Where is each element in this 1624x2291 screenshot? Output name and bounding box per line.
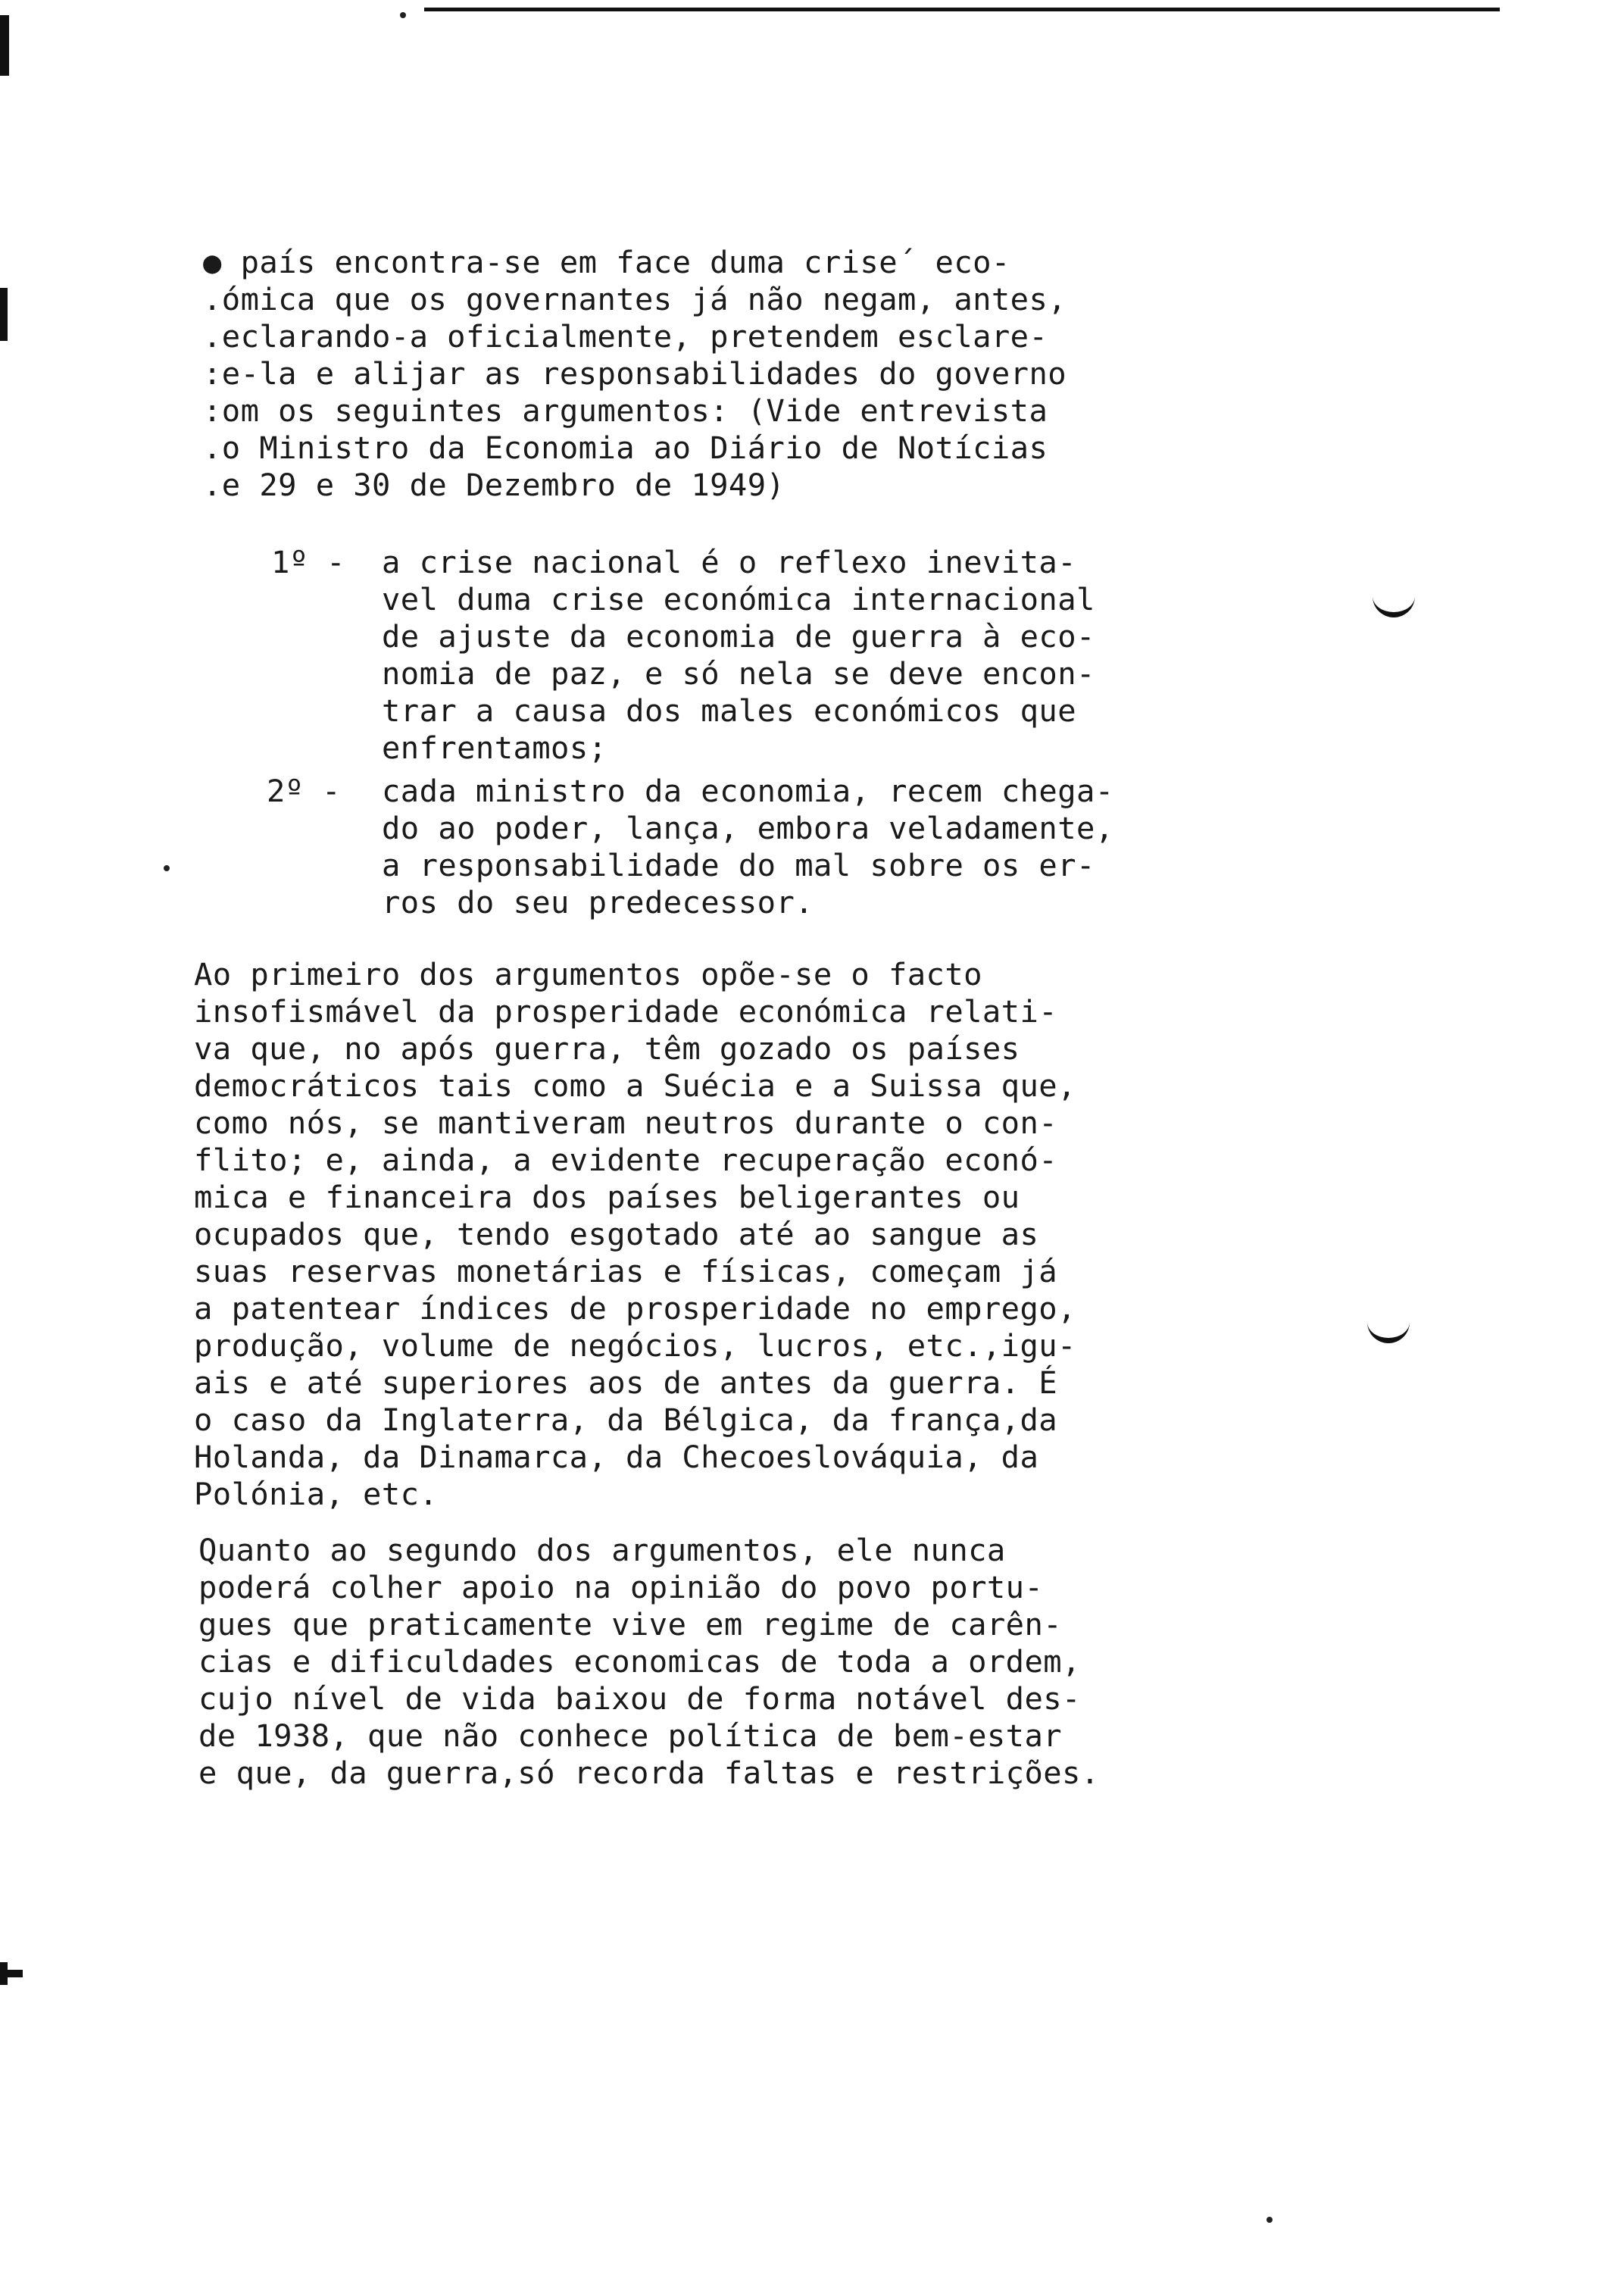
argument-1-text: a crise nacional é o reflexo inevita- vel duma crise económica internacional de ajuste da economia de guerra à eco- nomia de paz, e só nela se deve encon- trar a causa dos males económicos que enfrentamos; (382, 544, 1095, 766)
argument-1-number: 1º - (271, 544, 345, 580)
argument-2-number: 2º - (267, 773, 341, 809)
rebuttal-first-paragraph: Ao primeiro dos argumentos opõe-se o facto insofismável da prosperidade económica relati- va que, no após guerra, têm gozado os países democráticos tais como a Suécia e a Suissa que, como nós, se mantiveram neutros durante o con- flito; e, ainda, a evidente recuperação econó- mica e financeira dos países beligerantes ou ocupados que, tendo esgotado até ao sangue as suas reservas monetárias e físicas, começam já a patentear índices de prosperidade no emprego, produção, volume de negócios, lucros, etc.,igu- ais e até superiores aos de antes da guerra. É o caso da Inglaterra, da Bélgica, da frança,da Holanda, da Dinamarca, da Checoeslováquia, da Polónia, etc. (194, 956, 1076, 1512)
rebuttal-second-paragraph: Quanto ao segundo dos argumentos, ele nunca poderá colher apoio na opinião do povo portu- gues que praticamente vive em regime de carên- cias e dificuldades economicas de toda a ordem, cujo nível de vida baixou de forma notável des- de 1938, que não conhece política de bem-estar e que, da guerra,só recorda faltas e restrições. (198, 1532, 1100, 1791)
scan-curve-mark (1373, 591, 1415, 617)
scan-speck (400, 12, 406, 18)
scan-edge-mark (0, 1962, 8, 1985)
scan-speck (164, 865, 170, 871)
scan-edge-mark (0, 15, 9, 76)
scan-curve-mark (1367, 1317, 1410, 1343)
argument-2-text: cada ministro da economia, recem chega- do ao poder, lança, embora veladamente, a responsabilidade do mal sobre os er- ros do seu predecessor. (382, 773, 1114, 920)
intro-paragraph: ● país encontra-se em face duma crise´ eco- .ómica que os governantes já não negam, antes, .eclarando-a oficialmente, pretendem esclare- :e-la e alijar as responsabilidades do governo :om os seguintes argumentos: (Vide entrevista .o Ministro da Economia ao Diário de Notícias .e 29 e 30 de Dezembro de 1949) (203, 244, 1067, 503)
scan-top-border (424, 8, 1500, 11)
scan-speck (1266, 2217, 1273, 2223)
scan-edge-mark (0, 288, 8, 341)
